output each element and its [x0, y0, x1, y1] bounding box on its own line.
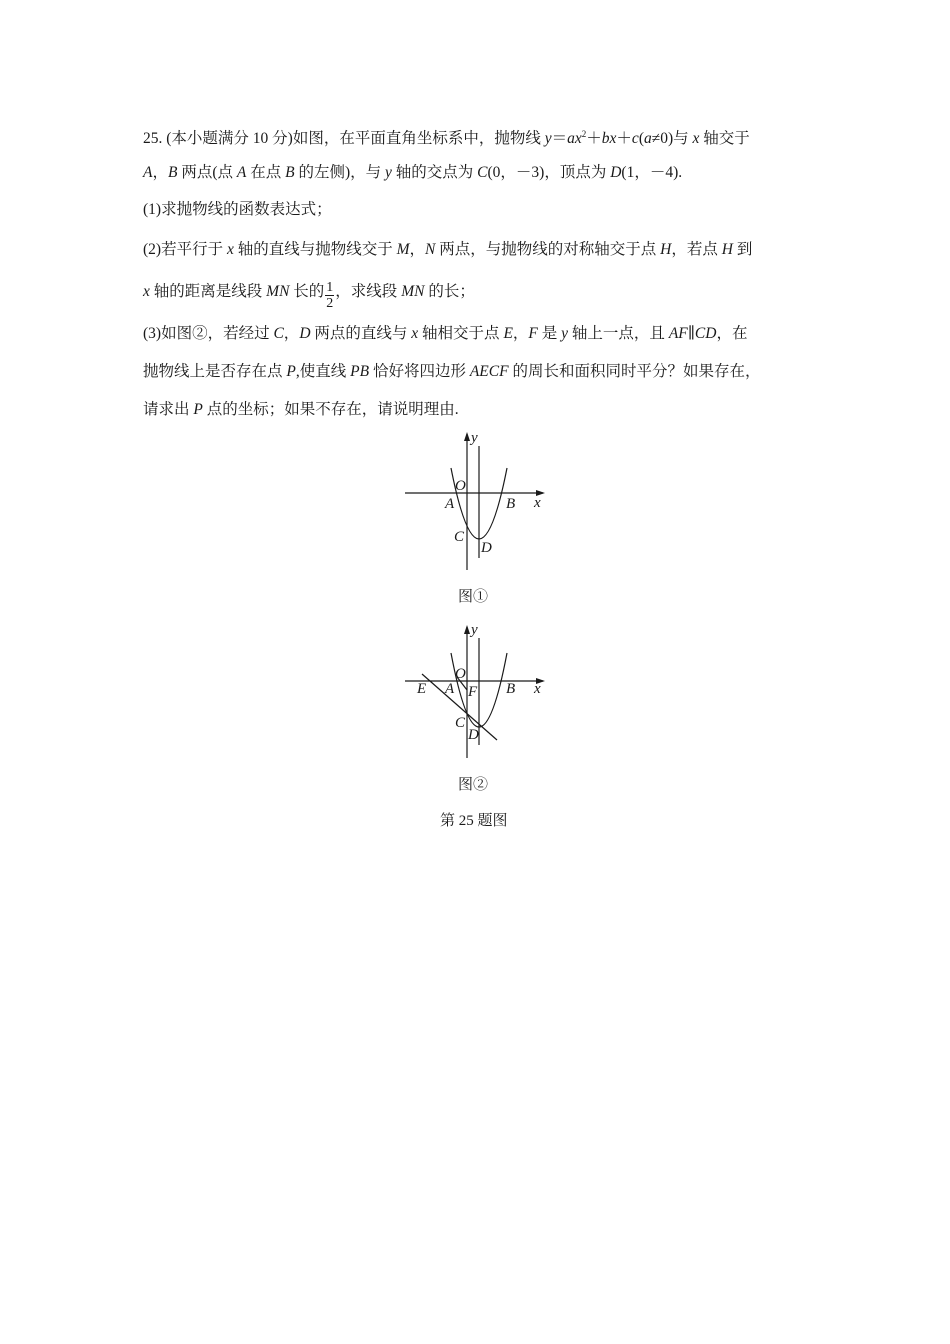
math-symbol: MN	[266, 283, 290, 301]
math-symbol: x	[692, 130, 700, 147]
math-symbol: H	[660, 241, 672, 258]
math-symbol: C	[477, 164, 488, 181]
math-symbol: x	[143, 283, 150, 301]
text-segment: 轴的距离是线段	[149, 283, 267, 301]
text-segment: ，在	[716, 325, 748, 342]
text-segment: 轴的交点为	[391, 164, 478, 181]
math-symbol: x	[226, 241, 234, 258]
label-b: B	[506, 496, 516, 512]
text-segment: 轴的直线与抛物线交于	[233, 241, 397, 258]
text-segment: 到	[732, 241, 753, 258]
math-symbol: a	[643, 130, 652, 147]
label-c: C	[455, 715, 466, 731]
text-segment: 点的坐标；如果不存在，请说明理由.	[202, 401, 459, 418]
math-symbol: P	[286, 363, 296, 380]
text-segment: ，若点	[671, 241, 722, 258]
math-symbol: C	[273, 325, 284, 342]
math-symbol: y	[561, 325, 569, 342]
text-segment: 两点，与抛物线的对称轴交于点	[435, 241, 661, 258]
math-symbol: N	[425, 241, 436, 258]
text-segment: ，	[409, 241, 426, 258]
math-symbol: P	[193, 401, 203, 418]
text-segment: 长的	[289, 283, 325, 301]
math-symbol: D	[610, 164, 622, 181]
math-symbol: B	[285, 164, 295, 181]
text-segment: ，	[283, 325, 300, 342]
math-symbol: F	[528, 325, 538, 342]
math-symbol: bx	[601, 130, 617, 147]
text-segment: 轴相交于点	[418, 325, 504, 342]
text-segment: (1，－4).	[621, 164, 683, 181]
text-segment: 恰好将四边形	[369, 363, 470, 380]
math-symbol: PB	[350, 363, 370, 380]
problem-line	[143, 324, 747, 344]
text-segment: ≠0)与	[651, 130, 693, 147]
label-c: C	[454, 529, 465, 545]
text-segment: ，求线段	[335, 283, 402, 301]
text-segment: 25. (本小题满分 10 分)如图，在平面直角坐标系中，抛物线	[143, 130, 545, 147]
math-symbol: ax	[567, 130, 582, 147]
problem-line	[143, 124, 750, 149]
math-symbol: D	[299, 325, 311, 342]
problem-line	[143, 277, 475, 311]
problem-line	[143, 200, 332, 220]
figure-1-caption: 图①	[458, 589, 489, 605]
label-b: B	[506, 681, 516, 697]
text-segment: 两点的直线与	[310, 325, 412, 342]
text-segment: 请求出	[143, 401, 194, 418]
text-segment: 抛物线上是否存在点	[143, 363, 287, 380]
text-segment: (	[638, 130, 644, 147]
label-a: A	[445, 681, 455, 697]
math-symbol: MN	[401, 283, 425, 301]
label-f: F	[468, 684, 478, 700]
problem-line	[143, 362, 760, 382]
text-segment: ,使直线	[295, 363, 351, 380]
problem-line	[143, 240, 752, 260]
math-symbol: H	[721, 241, 733, 258]
text-segment: 的长；	[424, 283, 475, 301]
figure-2-graph	[400, 620, 550, 760]
math-symbol: A	[236, 164, 247, 181]
text-segment: 的左侧)，与	[294, 164, 385, 181]
text-segment: 是	[537, 325, 562, 342]
label-y: y	[471, 622, 478, 638]
y-axis-arrow-icon	[464, 432, 470, 441]
label-e: E	[417, 681, 427, 697]
math-symbol: c	[631, 130, 639, 147]
text-segment: ＋	[586, 130, 602, 147]
label-o: O	[455, 666, 466, 682]
text-segment: ＋	[616, 130, 632, 147]
label-d: D	[468, 727, 479, 743]
text-segment: (2)若平行于	[143, 241, 227, 258]
text-segment: (1)求抛物线的函数表达式；	[143, 201, 332, 218]
label-o: O	[455, 478, 466, 494]
problem-line	[143, 400, 459, 420]
math-symbol: B	[167, 164, 178, 181]
math-symbol: E	[503, 325, 513, 342]
math-symbol: AECF	[469, 363, 509, 380]
figure-2-caption: 图②	[458, 777, 489, 793]
math-symbol: y	[544, 130, 552, 147]
text-segment: 轴交于	[699, 130, 750, 147]
y-axis-arrow-icon	[464, 625, 470, 634]
text-segment: 轴上一点，且	[568, 325, 669, 342]
math-symbol: AF∥CD	[668, 325, 717, 342]
figure-caption: 第 25 题图	[440, 813, 508, 829]
math-symbol: x	[411, 325, 419, 342]
text-segment: 的周长和面积同时平分？如果存在，	[508, 363, 761, 380]
text-segment: ，	[512, 325, 529, 342]
text-segment: (0，－3)，顶点为	[487, 164, 611, 181]
label-x: x	[534, 495, 541, 511]
label-a: A	[445, 496, 455, 512]
math-symbol: A	[143, 164, 153, 181]
label-d: D	[481, 540, 492, 556]
text-segment: (3)如图②，若经过	[143, 325, 274, 342]
text-segment: 2	[581, 129, 587, 139]
figure-1-graph	[400, 428, 550, 573]
label-x: x	[534, 681, 541, 697]
fraction	[325, 280, 334, 311]
text-segment: 两点(点	[177, 164, 237, 181]
text-segment: 在点	[246, 164, 286, 181]
text-segment: ＝	[551, 130, 568, 147]
denominator: 2	[326, 296, 334, 311]
math-symbol: M	[396, 241, 410, 258]
numerator: 1	[326, 280, 334, 295]
math-symbol: y	[385, 164, 392, 181]
label-y: y	[471, 430, 478, 446]
text-segment: ，	[152, 164, 168, 181]
problem-line	[143, 163, 682, 183]
